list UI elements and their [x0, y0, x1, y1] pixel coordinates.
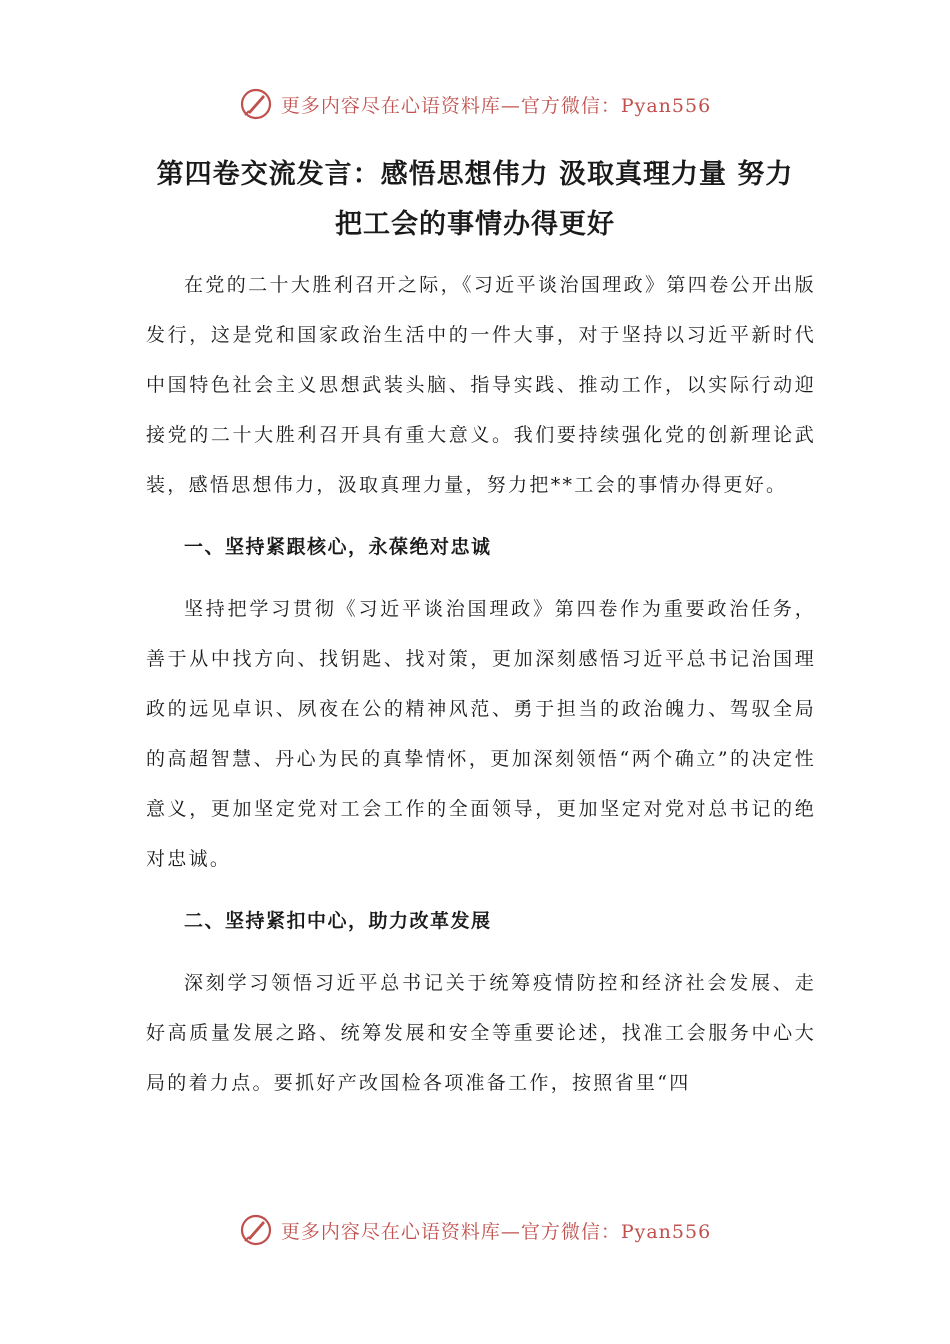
- footer-watermark: [0, 1210, 950, 1250]
- document-title: [100, 150, 850, 250]
- document-body: [146, 260, 816, 1108]
- paragraph-section-2: 深刻学习领悟习近平总书记关于统筹疫情防控和经济社会发展、走好高质量发展之路、统筹发展和安全等重要论述，找准工会服务中心大局的着力点。要抓好产改国检各项准备工作，按照省里“四: [146, 972, 816, 1094]
- watermark-text: 更多内容尽在心语资料库—官方微信：Pyan556: [280, 1220, 712, 1243]
- watermark-text: 更多内容尽在心语资料库—官方微信：Pyan556: [280, 94, 712, 117]
- title-line-2: 把工会的事情办得更好: [335, 209, 615, 240]
- title-line-1: 第四卷交流发言：感悟思想伟力 汲取真理力量 努力: [156, 159, 794, 190]
- quill-logo-icon: [239, 1213, 273, 1247]
- header-watermark: [0, 84, 950, 124]
- section-heading-2: 二、坚持紧扣中心，助力改革发展: [184, 910, 492, 932]
- paragraph-section-1: 坚持把学习贯彻《习近平谈治国理政》第四卷作为重要政治任务，善于从中找方向、找钥匙、找对策，更加深刻感悟习近平总书记治国理政的远见卓识、夙夜在公的精神风范、勇于担当的政治魄力、驾驭全局的高超智慧、丹心为民的真挚情怀，更加深刻领悟“两个确立”的决定性意义，更加坚定党对工会工作的全面领导，更加坚定对党对总书记的绝对忠诚。: [146, 598, 816, 870]
- quill-logo-icon: [239, 87, 273, 121]
- section-heading-1: 一、坚持紧跟核心，永葆绝对忠诚: [184, 536, 492, 558]
- paragraph-intro: 在党的二十大胜利召开之际，《习近平谈治国理政》第四卷公开出版发行，这是党和国家政治生活中的一件大事，对于坚持以习近平新时代中国特色社会主义思想武装头脑、指导实践、推动工作，以实际行动迎接党的二十大胜利召开具有重大意义。我们要持续强化党的创新理论武装，感悟思想伟力，汲取真理力量，努力把**工会的事情办得更好。: [146, 274, 816, 496]
